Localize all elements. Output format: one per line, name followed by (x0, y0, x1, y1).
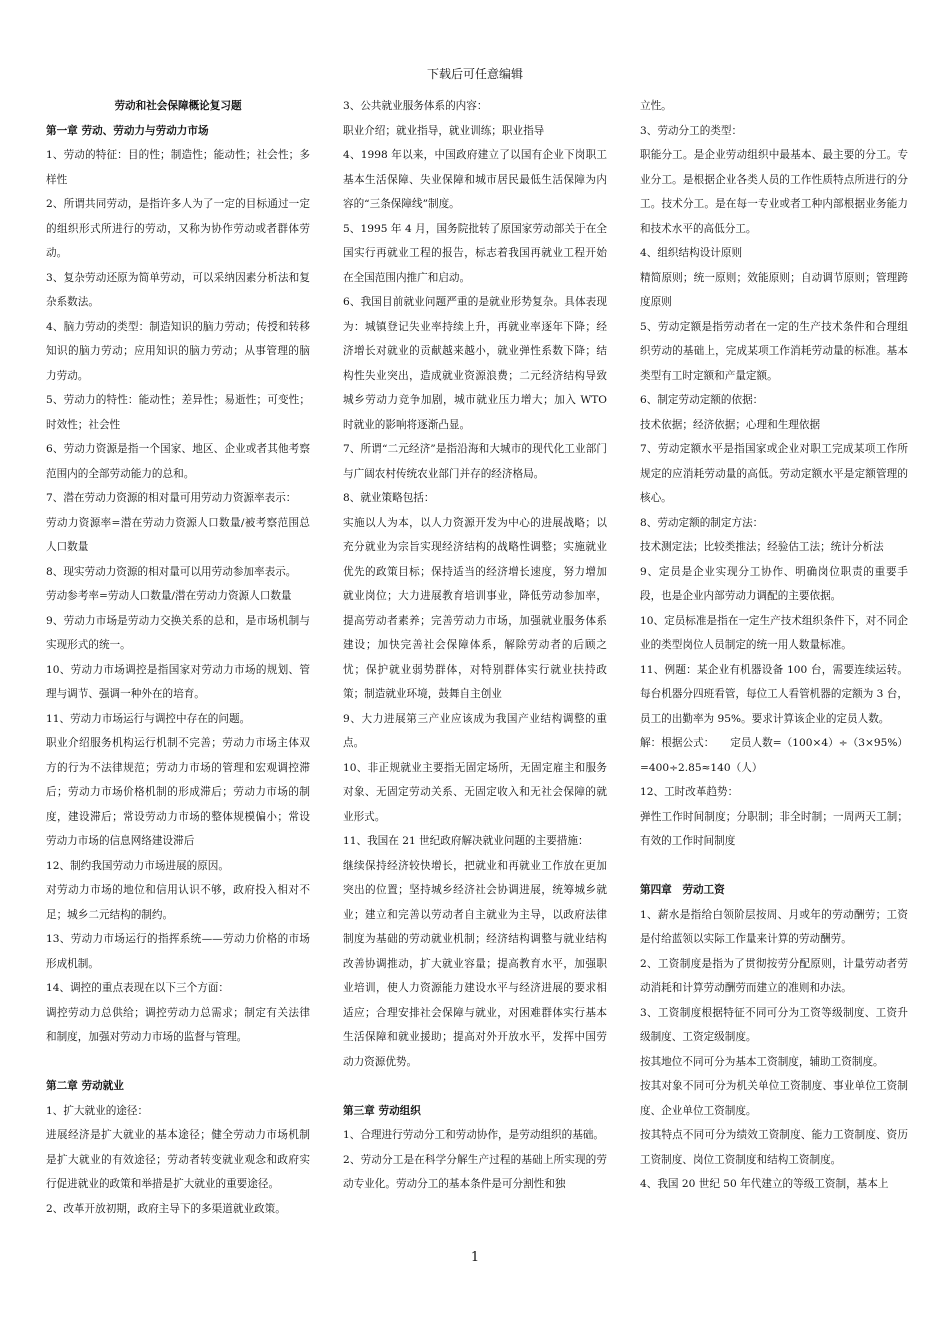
column-middle (343, 94, 607, 1239)
paragraph: 7、劳动定额水平是指国家或企业对职工完成某项工作所规定的应消耗劳动量的高低。劳动定额水平是定额管理的核心。 (640, 443, 908, 504)
spacer (343, 1074, 607, 1099)
paragraph: 10、劳动力市场调控是指国家对劳动力市场的规划、管理与调节、强调一种外在的培育。 (46, 663, 310, 700)
paragraph: 4、脑力劳动的类型：制造知识的脑力劳动；传授和转移知识的脑力劳动；应用知识的脑力劳动；从事管理的脑力劳动。 (46, 320, 310, 382)
paragraph: 2、改革开放初期，政府主导下的多渠道就业政策。 (46, 1202, 286, 1215)
paragraph: 11、劳动力市场运行与调控中存在的问题。 (46, 712, 251, 725)
paragraph: 技术测定法；比较类推法；经验估工法；统计分析法 (640, 541, 884, 553)
chapter-heading: 第三章 劳动组织 (343, 1104, 421, 1117)
paragraph: 5、劳动力的特性：能动性；差异性；易逝性；可变性；时效性；社会性 (46, 394, 310, 431)
paragraph: 6、劳动力资源是指一个国家、地区、企业或者其他考察范围内的全部劳动能力的总和。 (46, 443, 310, 480)
paragraph: 1、劳动的特征：目的性；制造性；能动性；社会性；多样性 (46, 149, 310, 186)
paragraph: 11、我国在 21 世纪政府解决就业问题的主要措施： (343, 835, 589, 847)
paragraph: 13、劳动力市场运行的指挥系统——劳动力价格的市场形成机制。 (46, 933, 310, 970)
paragraph: 3、公共就业服务体系的内容： (343, 100, 488, 112)
paragraph: 职能分工。是企业劳动组织中最基本、最主要的分工。专业分工。是根据企业各类人员的工作性质特点所进行的分工。技术分工。是在每一专业或者工种内部根据业务能力和技术水平的高低分工。 (640, 149, 908, 235)
paragraph: 弹性工作时间制度；分职制；非全时制；一周两天工制；有效的工作时间制度 (640, 810, 908, 847)
paragraph: 12、工时改革趋势： (640, 786, 739, 798)
paragraph: 1、扩大就业的途径： (46, 1104, 149, 1117)
paragraph: 继续保持经济较快增长，把就业和再就业工作放在更加突出的位置；坚持城乡经济社会协调进展，统筹城乡就业；建立和完善以劳动者自主就业为主导，以政府法律制度为基础的劳动就业机制；经济结构调整与就业结构改善协调推动，扩大就业容量；提高教育水平，加强职业培训，使人力资源能力建设水平与经济进展的要求相适应；合理安排社会保障与就业，对困难群体实行基本生活保障和就业援助；提高对外开放水平，发挥中国劳动力资源优势。 (343, 859, 607, 1068)
chapter-heading: 第一章 劳动、劳动力与劳动力市场 (46, 124, 209, 137)
paragraph: 解：根据公式： 定员人数=（100×4）÷（3×95%）=400÷2.85≈140（人） (640, 737, 908, 774)
paragraph: 12、制约我国劳动力市场进展的原因。 (46, 859, 229, 872)
paragraph: 按其对象不同可分为机关单位工资制度、事业单位工资制度、企业单位工资制度。 (640, 1080, 908, 1117)
paragraph: 9、劳动力市场是劳动力交换关系的总和，是市场机制与实现形式的统一。 (46, 614, 310, 651)
paragraph: 7、潜在劳动力资源的相对量可用劳动力资源率表示： (46, 492, 297, 504)
paragraph: 2、工资制度是指为了贯彻按劳分配原则，计量劳动者劳动消耗和计算劳动酬劳而建立的准则和办法。 (640, 957, 908, 994)
paragraph: 4、我国 20 世纪 50 年代建立的等级工资制，基本上 (640, 1178, 889, 1190)
paragraph: 技术依据；经济依据；心理和生理依据 (640, 418, 821, 431)
paragraph: 10、非正规就业主要指无固定场所，无固定雇主和服务对象、无固定劳动关系、无固定收入和无社会保障的就业形式。 (343, 761, 607, 823)
paragraph: 按其特点不同可分为绩效工资制度、能力工资制度、资历工资制度、岗位工资制度和结构工资制度。 (640, 1129, 908, 1166)
paragraph: 对劳动力市场的地位和信用认识不够，政府投入相对不足；城乡二元结构的制约。 (46, 884, 310, 921)
paragraph: 10、定员标准是指在一定生产技术组织条件下，对不同企业的类型岗位人员制定的统一用人数量标准。 (640, 614, 908, 651)
paragraph: 8、现实劳动力资源的相对量可以用劳动参加率表示。 (46, 565, 297, 578)
paragraph: 精简原则；统一原则；效能原则；自动调节原则；管理跨度原则 (640, 271, 908, 308)
paragraph: 8、就业策略包括： (343, 492, 435, 504)
document-title: 劳动和社会保障概论复习题 (114, 100, 242, 112)
column-left (46, 94, 310, 1239)
paragraph: 3、工资制度根据特征不同可分为工资等级制度、工资升级制度、工资定级制度。 (640, 1006, 908, 1043)
paragraph: 劳动力资源率=潜在劳动力资源人口数量/被考察范围总人口数量 (46, 516, 310, 553)
page-number: 1 (470, 1250, 480, 1265)
paragraph: 1、合理进行劳动分工和劳动协作，是劳动组织的基础。 (343, 1129, 604, 1141)
column-right (640, 94, 908, 1239)
paragraph: 按其地位不同可分为基本工资制度，辅助工资制度。 (640, 1055, 884, 1068)
paragraph: 6、制定劳动定额的依据： (640, 394, 764, 406)
paragraph: 6、我国目前就业问题严重的是就业形势复杂。具体表现为：城镇登记失业率持续上升，再就业率逐年下降；经济增长对就业的贡献越来越小，就业弹性系数下降；结构性失业突出，造成就业资源浪费；二元经济结构导致城乡劳动力竞争加剧，城市就业压力增大；加入 WTO 时就业的影响将逐渐凸显。 (343, 296, 607, 431)
paragraph: 进展经济是扩大就业的基本途径；健全劳动力市场机制是扩大就业的有效途径；劳动者转变就业观念和政府实行促进就业的政策和举措是扩大就业的重要途径。 (46, 1129, 310, 1190)
paragraph: 9、定员是企业实现分工协作、明确岗位职责的重要手段，也是企业内部劳动力调配的主要依据。 (640, 565, 908, 602)
spacer (46, 1050, 310, 1075)
paragraph: 2、劳动分工是在科学分解生产过程的基础上所实现的劳动专业化。劳动分工的基本条件是可分割性和独 (343, 1153, 607, 1190)
paragraph: 11、例题：某企业有机器设备 100 台，需要连续运转。每台机器分四班看管，每位工人看管机器的定额为 3 台，员工的出勤率为 95%。要求计算该企业的定员人数。 (640, 663, 908, 725)
paragraph: 职业介绍；就业指导，就业训练；职业指导 (343, 124, 545, 137)
paragraph: 7、所谓“二元经济”是指沿海和大城市的现代化工业部门与广阔农村传统农业部门并存的经济格局。 (343, 443, 607, 480)
paragraph: 实施以人为本，以人力资源开发为中心的进展战略；以充分就业为宗旨实现经济结构的战略性调整；实施就业优先的政策目标；保持适当的经济增长速度，努力增加就业岗位；大力进展教育培训事业，降低劳动参加率，提高劳动者素养；完善劳动力市场，加强就业服务体系建设；加快完善社会保障体系，解除劳动者的后顾之忧；保护就业弱势群体，对特别群体实行就业扶持政策；制造就业环境，鼓舞自主创业 (343, 516, 607, 700)
paragraph: 9、大力进展第三产业应该成为我国产业结构调整的重点。 (343, 712, 607, 749)
paragraph: 4、1998 年以来，中国政府建立了以国有企业下岗职工基本生活保障、失业保障和城市居民最低生活保障为内容的“三条保障线”制度。 (343, 149, 607, 210)
paragraph: 2、所谓共同劳动，是指许多人为了一定的目标通过一定的组织形式所进行的劳动，又称为协作劳动或者群体劳动。 (46, 198, 310, 259)
paragraph: 立性。 (640, 100, 672, 112)
paragraph: 劳动参考率=劳动人口数量/潜在劳动力资源人口数量 (46, 590, 292, 602)
paragraph: 8、劳动定额的制定方法： (640, 516, 764, 529)
paragraph: 14、调控的重点表现在以下三个方面： (46, 982, 229, 994)
paragraph: 3、复杂劳动还原为简单劳动，可以采纳因素分析法和复杂系数法。 (46, 271, 310, 308)
paragraph: 职业介绍服务机构运行机制不完善；劳动力市场主体双方的行为不法律规范；劳动力市场的管理和宏观调控滞后；劳动力市场价格机制的形成滞后；劳动力市场的制度，建设滞后；常设劳动力市场的整体规模偏小；常设劳动力市场的信息网络建设滞后 (46, 737, 310, 847)
paragraph: 1、薪水是指给白领阶层按周、月或年的劳动酬劳；工资是付给蓝领以实际工作量来计算的劳动酬劳。 (640, 908, 908, 945)
chapter-heading: 第四章 劳动工资 (640, 884, 725, 896)
paragraph: 调控劳动力总供给；调控劳动力总需求；制定有关法律和制度，加强对劳动力市场的监督与管理。 (46, 1006, 310, 1043)
paragraph: 4、组织结构设计原则 (640, 247, 743, 259)
paragraph: 3、劳动分工的类型： (640, 124, 743, 137)
chapter-heading: 第二章 劳动就业 (46, 1080, 124, 1092)
paragraph: 5、1995 年 4 月，国务院批转了原国家劳动部关于在全国实行再就业工程的报告，标志着我国再就业工程开始在全国范围内推广和启动。 (343, 222, 607, 284)
page-header: 下载后可任意编辑 (426, 67, 523, 81)
spacer (640, 854, 908, 879)
paragraph: 5、劳动定额是指劳动者在一定的生产技术条件和合理组织劳动的基础上，完成某项工作消耗劳动量的标准。基本类型有工时定额和产量定额。 (640, 320, 908, 382)
